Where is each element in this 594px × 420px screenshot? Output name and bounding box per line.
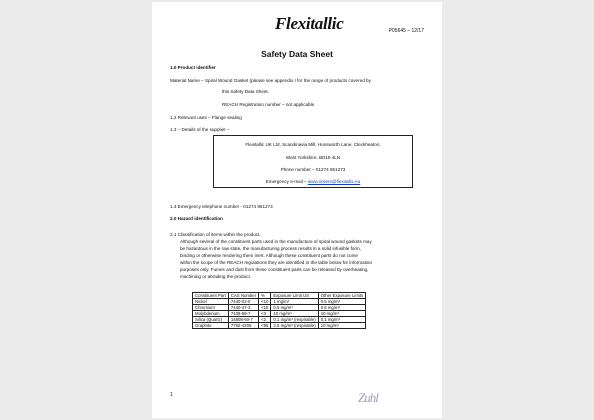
emergency-phone: 1.4 Emergency telephone number - 01274 851273 bbox=[170, 204, 273, 209]
relevant-uses: 1.2 Relevant uses – Flange sealing bbox=[170, 115, 242, 120]
table-cell: 0.1 mg/m³ (respirable) bbox=[271, 317, 318, 323]
table-cell: Chromium bbox=[193, 305, 229, 311]
table-header-row bbox=[193, 293, 366, 299]
supplier-address-box bbox=[213, 135, 413, 188]
table-cell: Silica (Quartz) bbox=[193, 317, 229, 323]
table-cell: 10 mg/m³ bbox=[318, 311, 366, 317]
page-number: 1 bbox=[170, 392, 173, 398]
table-cell: 7439-98-7 bbox=[228, 311, 258, 317]
table-cell: Graphite bbox=[193, 323, 229, 329]
table-cell: 1 mg/m³ bbox=[271, 299, 318, 305]
table-cell: <15 bbox=[259, 305, 271, 311]
hazard-paragraph-line: be hazardous in the raw state, the manufacturing process results in a solid infusible form, bbox=[180, 246, 362, 251]
column-header: Other Exposure Limits bbox=[318, 293, 366, 299]
material-name-line-1: Material Name – Spiral Wound Gasket (please see appendix I for the range of products covered by bbox=[170, 78, 371, 83]
table-cell: <3 bbox=[259, 311, 271, 317]
table-cell: Nickel bbox=[193, 299, 229, 305]
table-cell: 2.5 mg/m³ (respirable) bbox=[271, 323, 318, 329]
column-header: Constituent Part bbox=[193, 293, 229, 299]
document-reference: P05645 – 12/17 bbox=[388, 28, 424, 34]
section-2-heading: 2.0 Hazard identification bbox=[170, 216, 223, 221]
reach-registration: REACH Registration number – not applicable bbox=[222, 102, 315, 107]
table-cell: <10 bbox=[259, 299, 271, 305]
hazard-paragraph-line: binding or otherwise rendering them inert. Although these constituent parts do not come bbox=[180, 253, 358, 258]
table-cell: 10 mg/m³ bbox=[271, 311, 318, 317]
hazard-paragraph-line: machining or abrading the product. bbox=[180, 274, 251, 279]
table-cell: 14808-60-7 bbox=[228, 317, 258, 323]
email-label: Emergency e-mail – bbox=[265, 179, 308, 184]
material-name-line-2: this Safety Data Sheet. bbox=[222, 89, 269, 94]
column-header: % bbox=[259, 293, 271, 299]
table-row bbox=[193, 317, 366, 323]
table-cell: 0.5 mg/m³ bbox=[318, 299, 366, 305]
supplier-phone: Phone number – 01274 851273 bbox=[280, 167, 346, 172]
column-header: CAS Number bbox=[228, 293, 258, 299]
table-row bbox=[193, 323, 366, 329]
section-1-heading: 1.0 Product identifier bbox=[170, 65, 216, 70]
supplier-address-line-2: West Yorkshire, BD19 4LN bbox=[285, 155, 341, 160]
company-logo: Flexitallic bbox=[275, 14, 344, 33]
table-cell: 10 mg/m³ bbox=[318, 323, 366, 329]
table-cell: 7440-02-0 bbox=[228, 299, 258, 305]
table-cell: 0.1 mg/m³ bbox=[318, 317, 366, 323]
table-cell: 7782-4205 bbox=[228, 323, 258, 329]
supplier-details-label: 1.3 – Details of the supplier – bbox=[170, 127, 230, 132]
document-title: Safety Data Sheet bbox=[261, 49, 333, 59]
signature: Zuhl bbox=[358, 390, 378, 405]
hazard-paragraph-line: purposes only. Fumes and dust from these constituent parts can be released by overheating, bbox=[180, 267, 369, 272]
table-cell: 0.5 mg/m³ bbox=[271, 305, 318, 311]
classification-line: 2.1 Classification of items within the product. bbox=[170, 232, 261, 237]
column-header: Exposure Limit US bbox=[271, 293, 318, 299]
table-cell: Molybdenum bbox=[193, 311, 229, 317]
supplier-address-line-1: Flexitallic UK Ltd, Scandinavia Mill, Hunsworth Lane, Cleckheaton, bbox=[245, 142, 381, 147]
table-cell: 0.5 mg/m³ bbox=[318, 305, 366, 311]
table-cell: <95 bbox=[259, 323, 271, 329]
supplier-email-line bbox=[214, 179, 412, 184]
email-link[interactable]: www.orders@flexitallic.eu bbox=[307, 179, 361, 184]
table-cell: <2 bbox=[259, 317, 271, 323]
hazard-paragraph-line: within the scope of the REACH regulations they are identified in the table below for information bbox=[180, 260, 373, 265]
constituents-table bbox=[192, 292, 366, 329]
hazard-paragraph-line: Although several of the constituent parts used in the manufacture of spiral wound gaskets may bbox=[180, 239, 372, 244]
table-cell: 7440-47-3 bbox=[228, 305, 258, 311]
document-page bbox=[152, 2, 442, 418]
